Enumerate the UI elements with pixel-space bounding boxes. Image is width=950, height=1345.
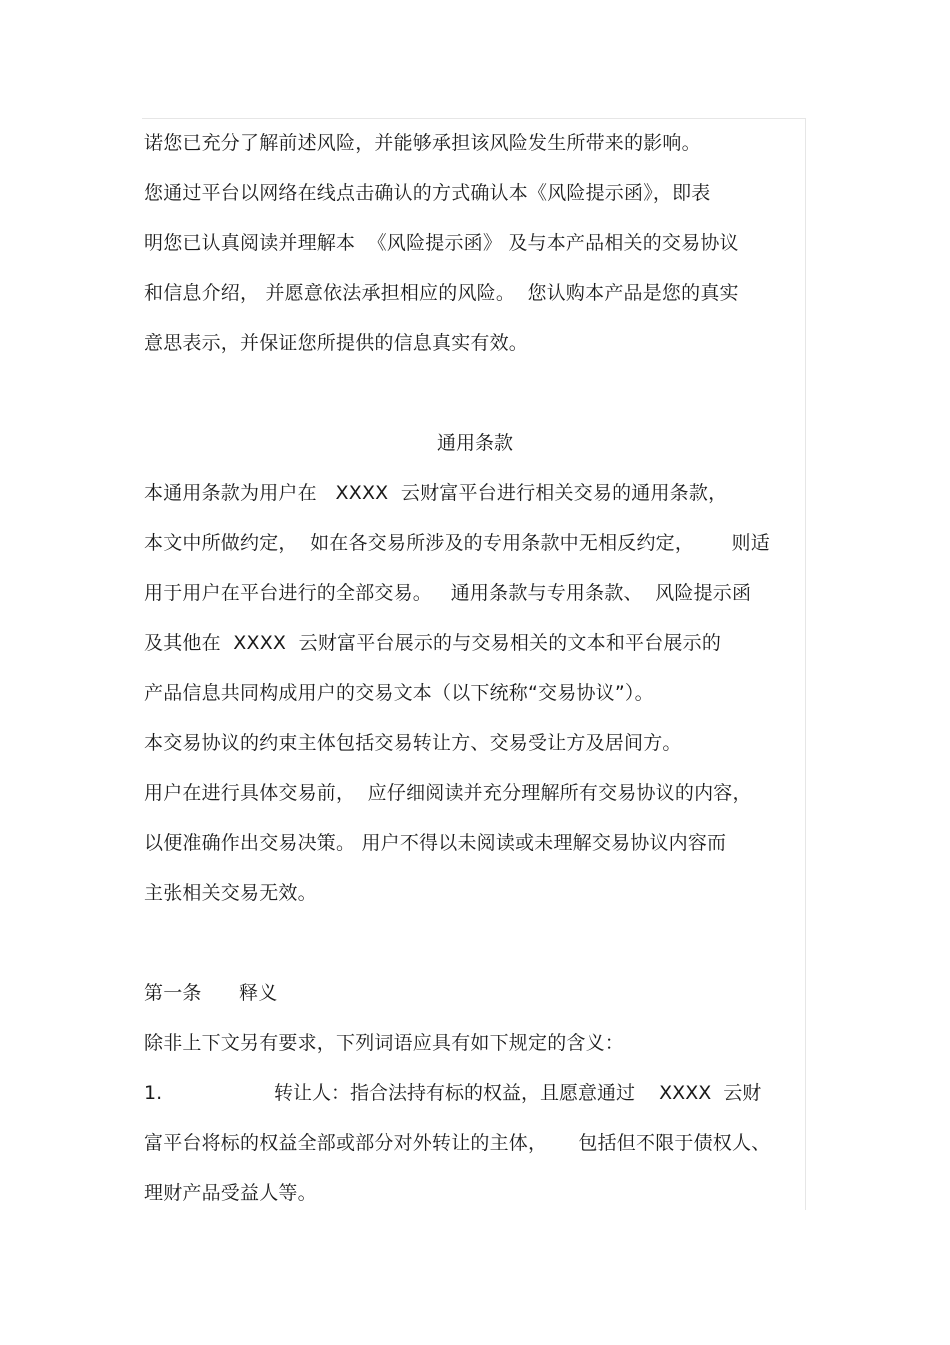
intro-line-4: 和信息介绍， 并愿意依法承担相应的风险。 您认购本产品是您的真实 bbox=[144, 282, 739, 304]
general-terms-line-7: 用户在进行具体交易前， 应仔细阅读并充分理解所有交易协议的内容， bbox=[144, 782, 752, 804]
general-terms-line-9: 主张相关交易无效。 bbox=[144, 882, 317, 904]
general-terms-line-6: 本交易协议的约束主体包括交易转让方、交易受让方及居间方。 bbox=[144, 732, 682, 754]
general-terms-line-3: 用于用户在平台进行的全部交易。 通用条款与专用条款、 风险提示函 bbox=[144, 582, 752, 604]
general-terms-line-1: 本通用条款为用户在 XXXX 云财富平台进行相关交易的通用条款， bbox=[144, 482, 728, 504]
definition-line-3: 理财产品受益人等。 bbox=[144, 1182, 317, 1204]
article-one-intro: 除非上下文另有要求，下列词语应具有如下规定的含义： bbox=[144, 1032, 625, 1054]
general-terms-line-4: 及其他在 XXXX 云财富平台展示的与交易相关的文本和平台展示的 bbox=[144, 632, 722, 654]
general-terms-line-5: 产品信息共同构成用户的交易文本（以下统称“交易协议”）。 bbox=[144, 682, 654, 704]
intro-line-5: 意思表示，并保证您所提供的信息真实有效。 bbox=[144, 332, 529, 354]
definition-number: 1. bbox=[144, 1082, 163, 1104]
article-one-heading: 第一条 释义 bbox=[144, 982, 278, 1004]
definition-line-2: 富平台将标的权益全部或部分对外转让的主体， 包括但不限于债权人、 bbox=[144, 1132, 771, 1154]
intro-line-3: 明您已认真阅读并理解本 《风险提示函》 及与本产品相关的交易协议 bbox=[144, 232, 739, 254]
definition-line-1: 转让人：指合法持有标的权益，且愿意通过 XXXX 云财 bbox=[274, 1082, 762, 1104]
general-terms-title: 通用条款 bbox=[436, 432, 513, 454]
intro-line-1: 诺您已充分了解前述风险，并能够承担该风险发生所带来的影响。 bbox=[144, 132, 701, 154]
intro-line-2: 您通过平台以网络在线点击确认的方式确认本《风险提示函》，即表 bbox=[144, 182, 711, 204]
general-terms-line-2: 本文中所做约定， 如在各交易所涉及的专用条款中无相反约定， 则适 bbox=[144, 532, 770, 554]
general-terms-line-8: 以便准确作出交易决策。 用户不得以未阅读或未理解交易协议内容而 bbox=[144, 832, 727, 854]
